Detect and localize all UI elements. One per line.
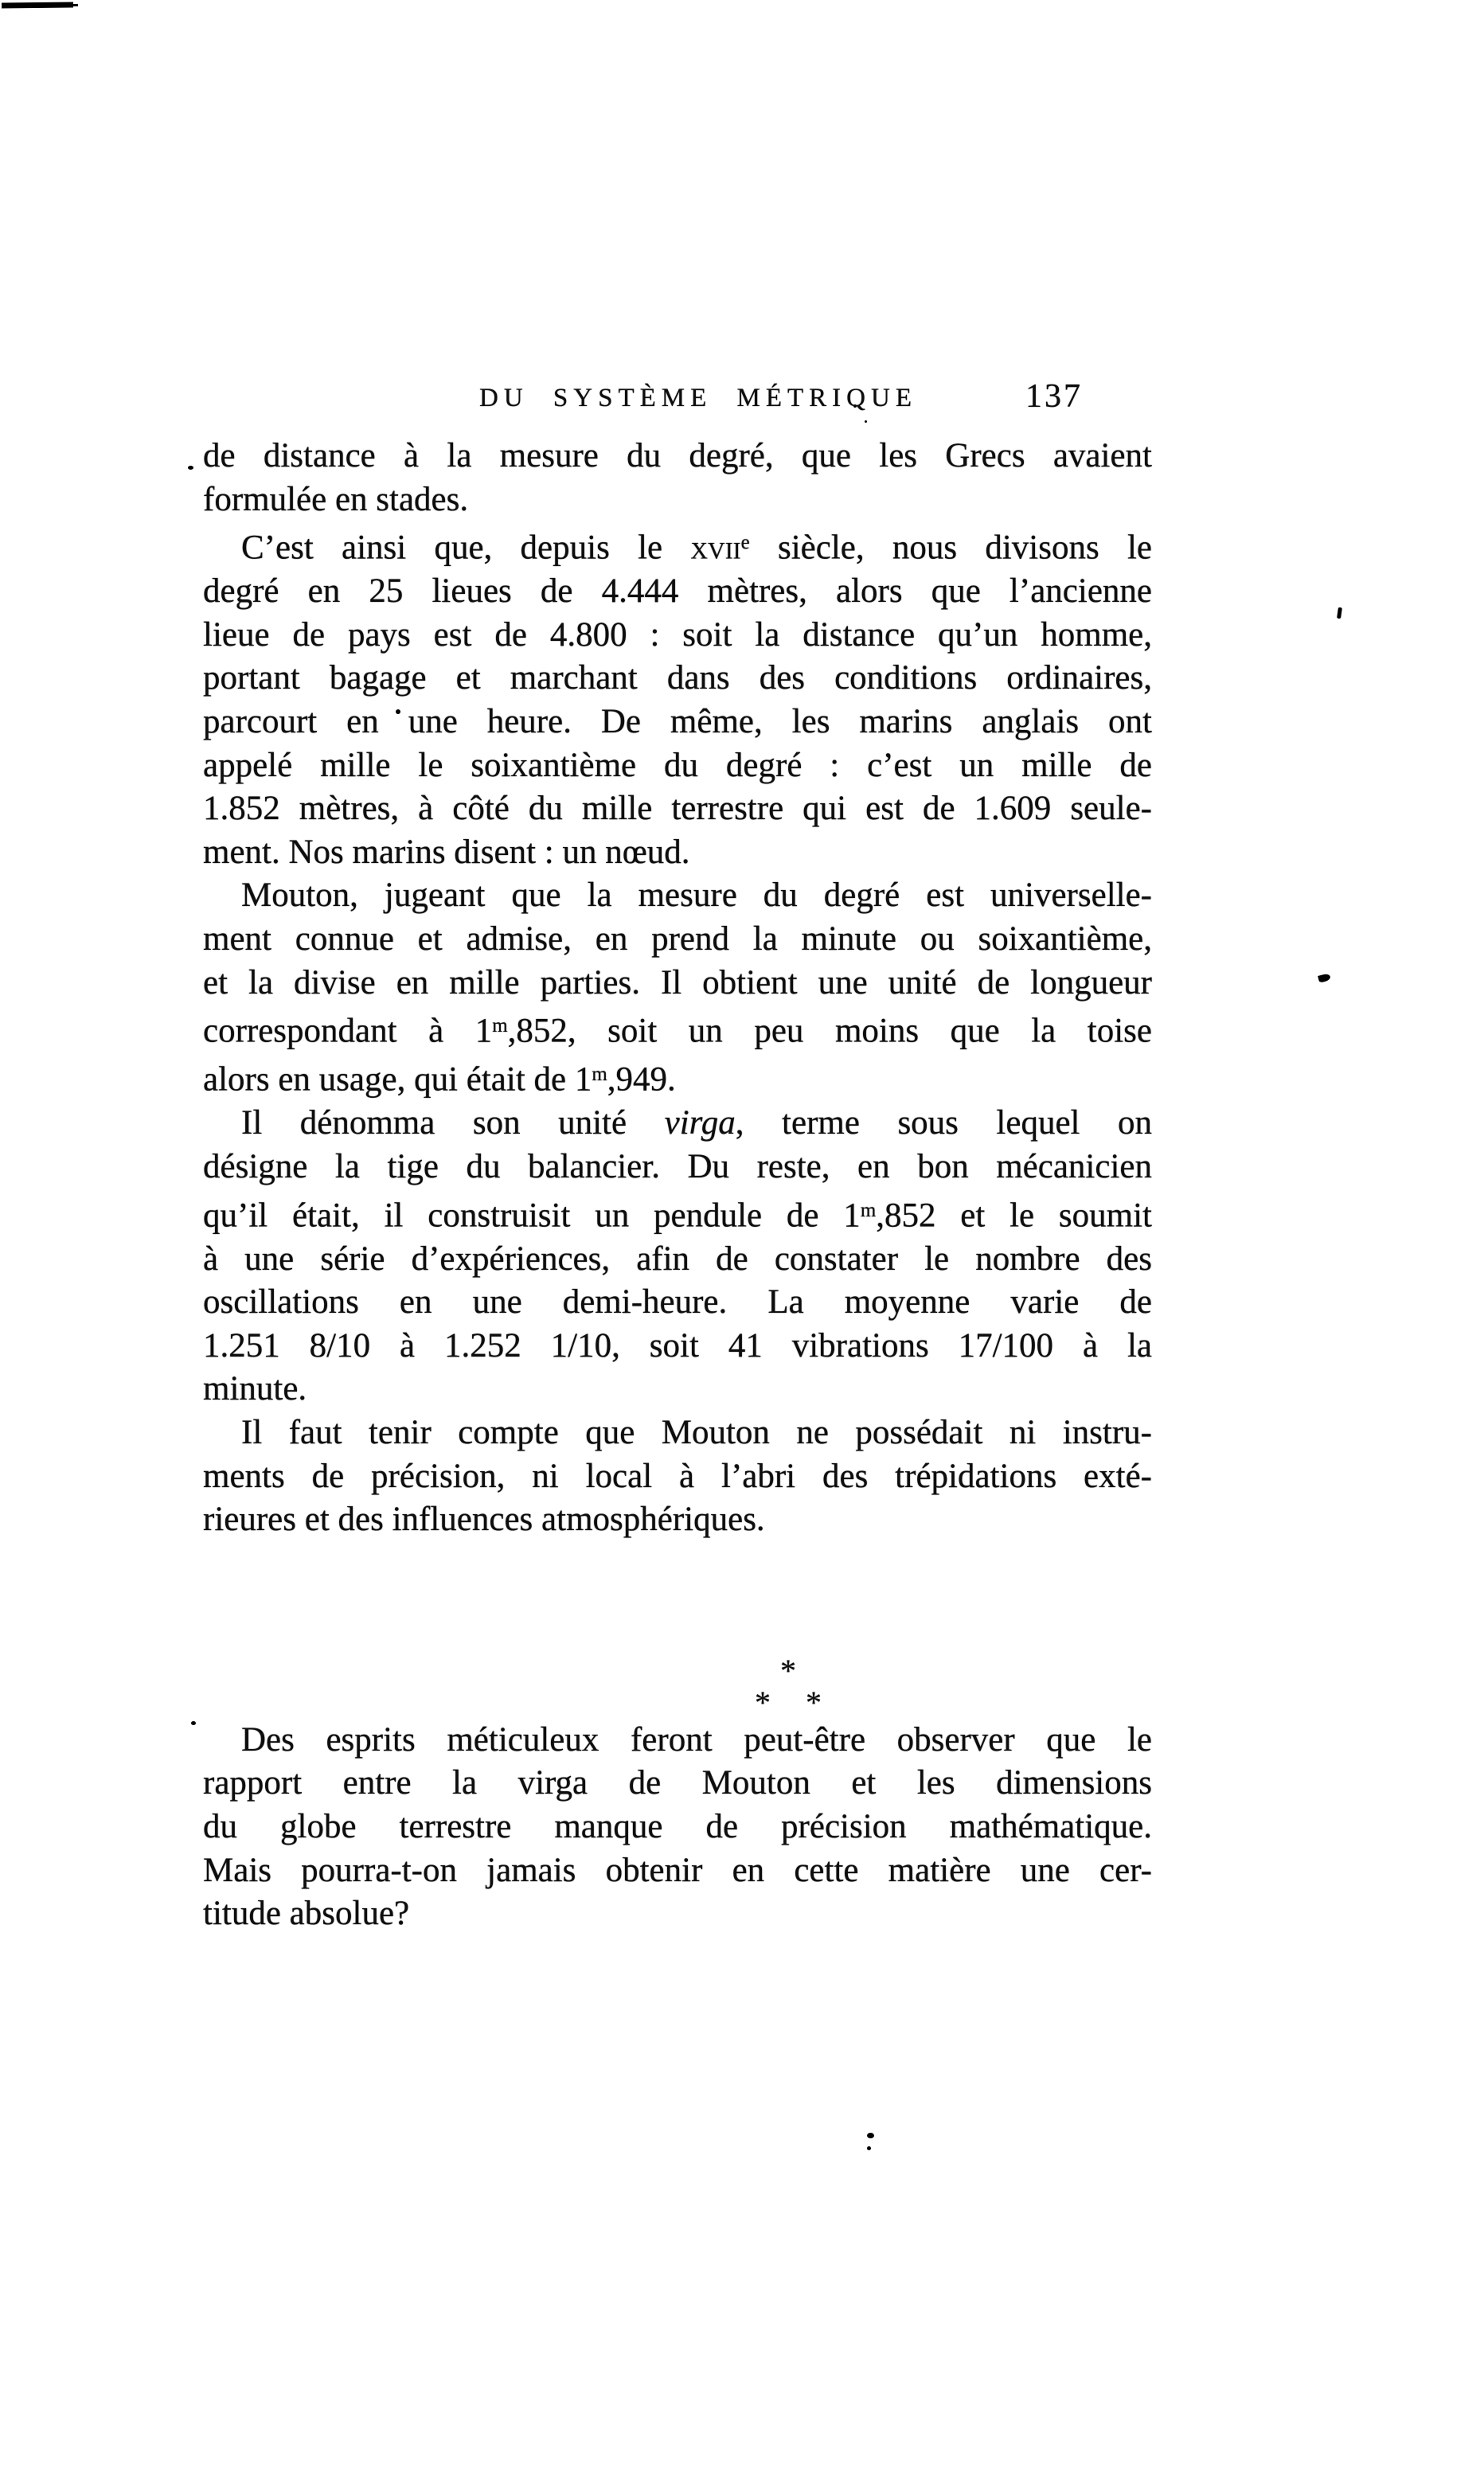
text-line bbox=[203, 570, 1152, 614]
text-line bbox=[203, 831, 1152, 875]
text-section bbox=[203, 435, 1152, 1542]
paragraph bbox=[203, 1411, 1152, 1542]
text-segment: ment connue et admise, en prend la minute ou soixantième, bbox=[203, 920, 1152, 958]
text-line bbox=[203, 1762, 1152, 1806]
text-line bbox=[203, 1368, 1152, 1411]
text-segment: alors en usage, qui était de 1 bbox=[203, 1060, 592, 1099]
text-segment: formulée en stades. bbox=[203, 480, 469, 518]
ink-smear-tail-artifact bbox=[70, 4, 78, 6]
text-segment: qu’il était, il construisit un pendule de 1 bbox=[203, 1196, 861, 1234]
text-segment: correspondant à 1 bbox=[203, 1012, 493, 1050]
text-segment: ,852, soit un peu moins que la toise bbox=[507, 1012, 1152, 1050]
text-segment: et la divise en mille parties. Il obtient une unité de longueur bbox=[203, 963, 1152, 1001]
ink-tick-artifact bbox=[1337, 607, 1342, 619]
text-segment: m bbox=[860, 1199, 877, 1221]
text-segment: Il dénomma son unité bbox=[241, 1104, 665, 1142]
text-line bbox=[203, 701, 1152, 744]
text-line bbox=[203, 614, 1152, 658]
ink-speck-artifact bbox=[865, 420, 867, 423]
text-segment: appelé mille le soixantième du degré : c’est un mille de bbox=[203, 746, 1152, 784]
text-line bbox=[203, 787, 1152, 831]
text-section bbox=[203, 1719, 1152, 1936]
text-segment: lieue de pays est de 4.800 : soit la distance qu’un homme, bbox=[203, 615, 1152, 654]
stray-colon-artifact bbox=[867, 2133, 874, 2138]
text-line bbox=[203, 1005, 1152, 1053]
text-segment: titude absolue? bbox=[203, 1895, 410, 1933]
text-segment: à une série d’expériences, afin de constater le nombre des bbox=[203, 1240, 1152, 1278]
text-line bbox=[203, 1102, 1152, 1146]
text-segment: oscillations en une demi-heure. La moyenne varie de bbox=[203, 1283, 1152, 1322]
text-segment: e bbox=[740, 532, 750, 554]
text-block bbox=[203, 435, 1152, 1936]
text-line bbox=[203, 744, 1152, 788]
stray-colon-artifact bbox=[867, 2146, 871, 2150]
text-segment: rapport entre la virga de Mouton et les dimensions bbox=[203, 1764, 1152, 1802]
ink-smear-artifact bbox=[2, 2, 73, 9]
paragraph bbox=[203, 1102, 1152, 1411]
asterism-top: * bbox=[780, 1652, 796, 1689]
paragraph bbox=[203, 1719, 1152, 1936]
text-segment: désigne la tige du balancier. Du reste, en bon mécanicien bbox=[203, 1147, 1152, 1185]
paragraph bbox=[203, 874, 1152, 1102]
text-line bbox=[203, 1411, 1152, 1455]
text-line bbox=[203, 657, 1152, 701]
text-segment: degré en 25 lieues de 4.444 mètres, alors que l’ancienne bbox=[203, 572, 1152, 611]
text-segment: ,852 et le soumit bbox=[876, 1196, 1152, 1234]
text-segment: Mais pourra-t-on jamais obtenir en cette matière une cer- bbox=[203, 1851, 1152, 1889]
text-segment: parcourt en une heure. De même, les marins anglais ont bbox=[203, 703, 1152, 741]
ink-dot-artifact bbox=[188, 466, 193, 470]
text-segment: Il faut tenir compte que Mouton ne possédait ni instru- bbox=[241, 1413, 1152, 1451]
text-segment: m bbox=[592, 1064, 607, 1086]
text-segment: du globe terrestre manque de précision mathématique. bbox=[203, 1807, 1152, 1845]
text-segment: siècle, nous divisons le bbox=[749, 529, 1152, 567]
text-segment: 1.852 mètres, à côté du mille terrestre qui est de 1.609 seule- bbox=[203, 790, 1152, 828]
text-segment: m bbox=[492, 1015, 508, 1037]
text-segment: ,949. bbox=[607, 1060, 676, 1099]
text-segment: ment. Nos marins disent : un nœud. bbox=[203, 833, 690, 871]
text-line bbox=[203, 1719, 1152, 1763]
text-segment: 1.251 8/10 à 1.252 1/10, soit 41 vibrations 17/100 à la bbox=[203, 1326, 1152, 1365]
paragraph bbox=[203, 435, 1152, 521]
text-line bbox=[203, 874, 1152, 918]
text-line bbox=[203, 1325, 1152, 1368]
text-segment: Des esprits méticuleux feront peut-être observer que le bbox=[241, 1720, 1152, 1759]
text-segment: , terme sous lequel on bbox=[735, 1104, 1153, 1142]
text-line bbox=[203, 1455, 1152, 1499]
text-line bbox=[203, 918, 1152, 962]
text-line bbox=[203, 1806, 1152, 1849]
text-segment: rieures et des influences atmosphériques. bbox=[203, 1501, 765, 1539]
text-segment: C’est ainsi que, depuis le bbox=[241, 529, 691, 567]
ink-dot-artifact bbox=[191, 1721, 196, 1725]
text-segment: minute. bbox=[203, 1370, 307, 1408]
text-line bbox=[203, 1498, 1152, 1542]
text-line bbox=[203, 962, 1152, 1005]
text-line bbox=[203, 1281, 1152, 1325]
text-segment: Mouton, jugeant que la mesure du degré est universelle- bbox=[241, 877, 1152, 915]
text-line bbox=[203, 1238, 1152, 1282]
italic-term: virga bbox=[664, 1104, 736, 1142]
text-line bbox=[203, 1189, 1152, 1238]
text-segment: de distance à la mesure du degré, que les Grecs avaient bbox=[203, 437, 1152, 474]
text-line bbox=[203, 478, 1152, 522]
text-line bbox=[203, 1053, 1152, 1102]
text-line bbox=[203, 521, 1152, 570]
running-head-title: DU SYSTÈME MÉTRIQUE bbox=[479, 384, 917, 412]
asterism-bottom: * * bbox=[755, 1684, 822, 1720]
text-line bbox=[203, 1849, 1152, 1893]
asterism-separator bbox=[701, 1652, 876, 1720]
text-line bbox=[203, 1146, 1152, 1189]
paragraph bbox=[203, 521, 1152, 874]
text-segment: xvii bbox=[690, 529, 741, 567]
ink-comma-artifact bbox=[1318, 973, 1331, 982]
text-segment: portant bagage et marchant dans des conditions ordinaires, bbox=[203, 659, 1152, 697]
text-segment: ments de précision, ni local à l’abri des trépidations exté- bbox=[203, 1457, 1152, 1495]
page-number: 137 bbox=[1025, 378, 1083, 415]
text-line bbox=[203, 1892, 1152, 1936]
text-line bbox=[203, 435, 1152, 478]
